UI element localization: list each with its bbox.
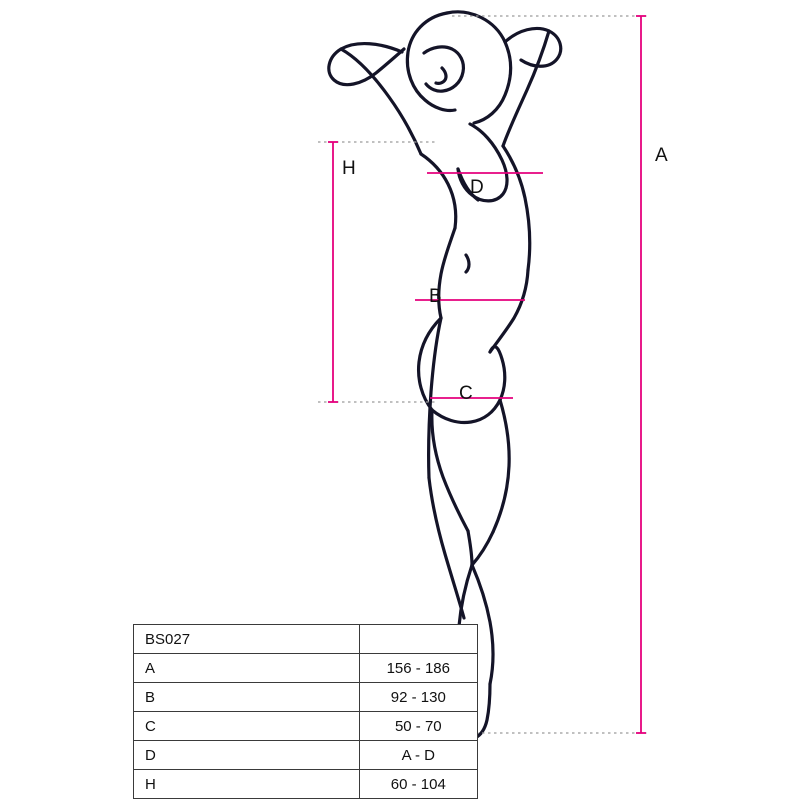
row-value-b: 92 - 130 [359,683,477,712]
size-table [133,624,478,799]
table-row-model [134,625,478,654]
label-h: H [342,158,356,179]
row-code-a: A [134,654,360,683]
row-code-d: D [134,741,360,770]
row-value-a: 156 - 186 [359,654,477,683]
table-row [134,683,478,712]
table-row [134,712,478,741]
label-b: B [429,286,442,307]
row-value-h: 60 - 104 [359,770,477,799]
table-row [134,770,478,799]
label-d: D [470,177,484,198]
table-row [134,654,478,683]
model-value-cell [359,625,477,654]
label-c: C [459,383,473,404]
row-code-b: B [134,683,360,712]
row-code-c: C [134,712,360,741]
label-a: A [655,145,668,166]
row-value-c: 50 - 70 [359,712,477,741]
row-value-d: A - D [359,741,477,770]
model-code-cell: BS027 [134,625,360,654]
table-row [134,741,478,770]
row-code-h: H [134,770,360,799]
